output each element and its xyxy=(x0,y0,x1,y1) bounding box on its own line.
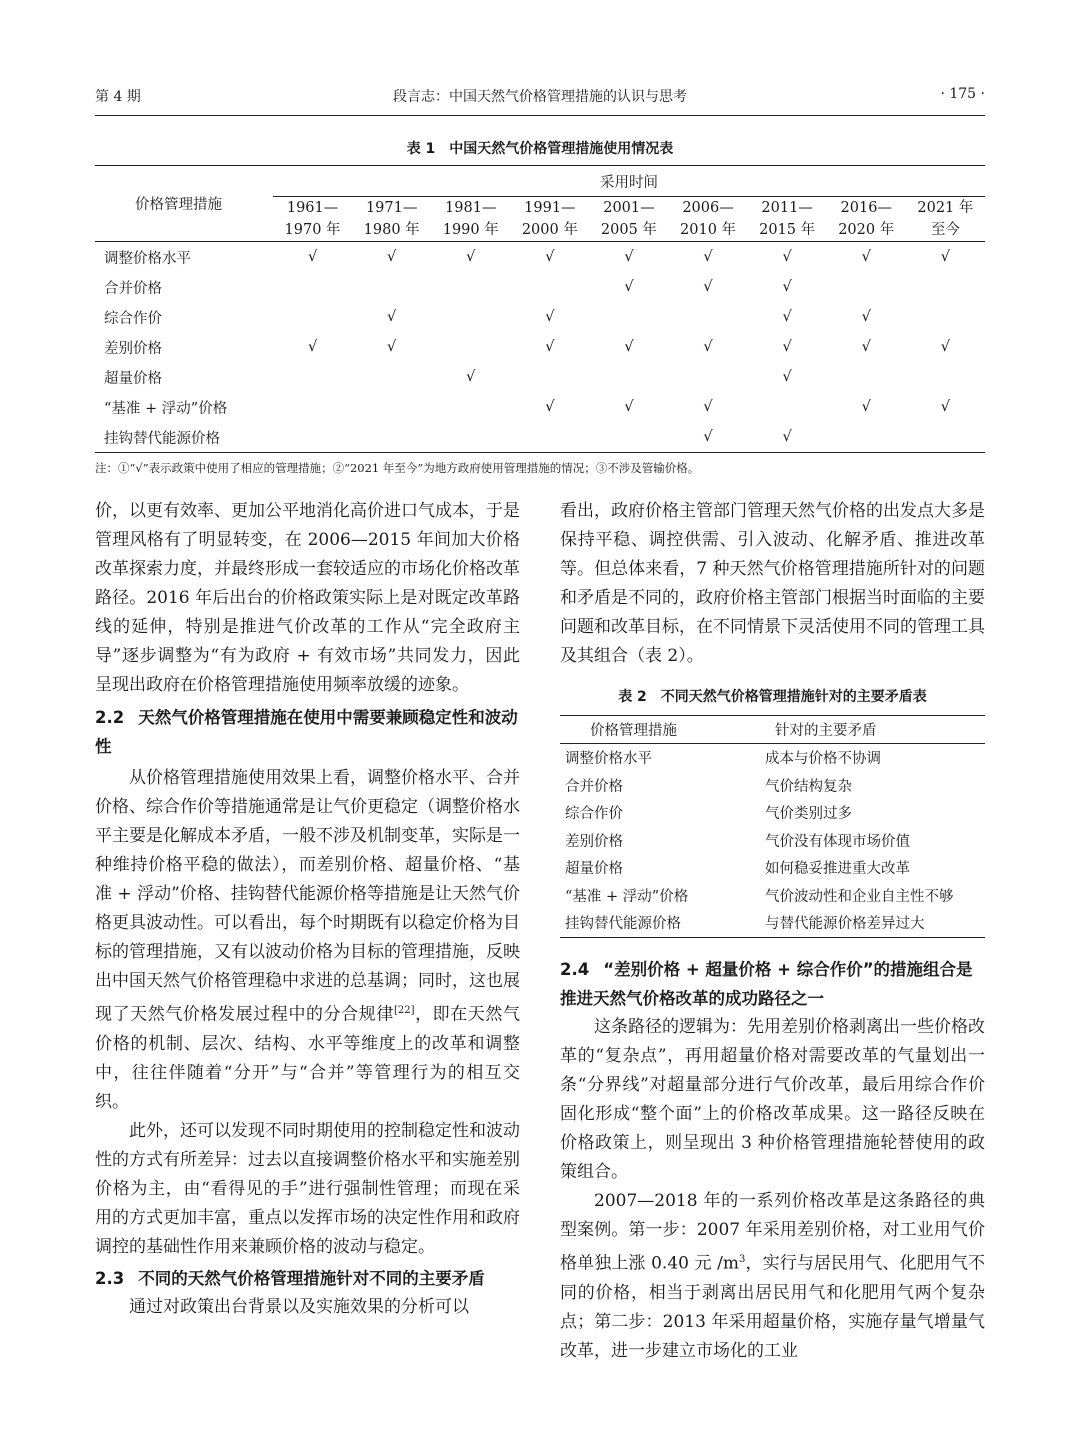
table-row xyxy=(95,422,985,453)
table1-note: 注：①“√”表示政策中使用了相应的管理措施；②“2021 年至今”为地方政府使用管理措施的情况；③不涉及管输价格。 xyxy=(95,461,700,475)
table2-col-measure: 价格管理措施 xyxy=(560,716,725,744)
table-row xyxy=(95,392,985,422)
page-number: · 175 · xyxy=(940,86,985,102)
usage-mark xyxy=(431,422,510,453)
citation: [22] xyxy=(393,1005,415,1016)
measure-name: “基准 + 浮动”价格 xyxy=(104,400,228,417)
usage-mark: √ xyxy=(782,309,792,325)
main-contradiction: 气价波动性和企业自主性不够 xyxy=(765,888,954,905)
table1-period-header: 2006— 2010 年 xyxy=(668,197,747,242)
usage-mark xyxy=(906,272,985,302)
usage-mark: √ xyxy=(273,242,352,273)
table1-period-header: 1961— 1970 年 xyxy=(273,197,352,242)
main-contradiction: 气价结构复杂 xyxy=(765,778,852,795)
table-row xyxy=(95,272,985,302)
table1-period-header: 2021 年 至今 xyxy=(906,197,985,242)
usage-mark xyxy=(273,302,352,332)
usage-mark: √ xyxy=(748,422,827,453)
usage-mark xyxy=(273,392,352,422)
usage-mark: √ xyxy=(589,242,668,273)
header-rule xyxy=(95,115,985,116)
measure-name: 调整价格水平 xyxy=(95,242,273,273)
usage-mark xyxy=(431,392,510,422)
usage-mark: √ xyxy=(352,242,431,273)
usage-mark xyxy=(668,302,747,332)
usage-mark xyxy=(431,302,510,332)
right-column-top xyxy=(560,497,985,671)
measure-name: 挂钩替代能源价格 xyxy=(95,422,273,453)
paragraph: 2007—2018 年的一系列价格改革是这条路径的典型案例。第一步：2007 年采用差别价格，对工业用气价格单独上涨 0.40 元 $/m^3$，实行与居民用气、化肥用气不同的价格，相当于剥离出居民用气和化肥用气两个复杂点；第二步：2013 年采用超量价格，实施存量气增量气改革，进一步建立市场化的工业 xyxy=(560,1191,985,1361)
usage-mark: √ xyxy=(624,339,634,355)
section-heading-2-4: 2.4 “差别价格 + 超量价格 + 综合作价”的措施组合是推进天然气价格改革的成功路径之一 xyxy=(560,960,973,1008)
usage-mark: √ xyxy=(861,309,871,325)
usage-mark: √ xyxy=(307,339,318,355)
table1-caption: 表 1 中国天然气价格管理措施使用情况表 xyxy=(406,141,674,157)
right-column-bottom xyxy=(560,955,985,1366)
usage-mark xyxy=(352,362,431,392)
usage-mark xyxy=(273,272,352,302)
usage-mark xyxy=(668,362,747,392)
usage-mark: √ xyxy=(668,242,747,273)
usage-mark xyxy=(431,332,510,362)
usage-mark: √ xyxy=(748,242,827,273)
measure-name: “基准 + 浮动”价格 xyxy=(565,888,689,905)
measure-name: 综合作价 xyxy=(565,806,623,823)
measure-name: 超量价格 xyxy=(565,861,623,878)
main-contradiction: 成本与价格不协调 xyxy=(765,751,881,768)
paragraph: 价，以更有效率、更加公平地消化高价进口气成本，于是管理风格有了明显转变，在 2006—2015 年间加大价格改革探索力度，并最终形成一套较适应的市场化价格改革路径。2016 年后出台的价格政策实际上是对既定改革路线的延伸，特别是推进气价改革的工作从“完全政府主导”逐步调整为“有为政府 + 有效市场”共同发力，因此呈现出政府在价格管理措施使用频率放缓的迹象。 xyxy=(95,501,520,695)
paragraph: 这条路径的逻辑为：先用差别价格剥离出一些价格改革的“复杂点”，再用超量价格对需要改革的气量划出一条“分界线”对超量部分进行气价改革，最后用综合作价固化形成“整个面”上的价格改革成果。这一路径反映在价格政策上，则呈现出 3 种价格管理措施轮替使用的政策组合。 xyxy=(560,1017,985,1182)
measure-name: 综合作价 xyxy=(104,310,162,327)
table-row xyxy=(560,854,985,882)
section-heading-2-3: 2.3 不同的天然气价格管理措施针对不同的主要矛盾 xyxy=(95,1268,485,1288)
paragraph: 从价格管理措施使用效果上看，调整价格水平、合并价格、综合作价等措施通常是让气价更稳定（调整价格水平主要是化解成本矛盾，一般不涉及机制变革，实际是一种维持价格平稳的做法），而差别价格、超量价格、“基准 + 浮动”价格、挂钩替代能源价格等措施是让天然气价格更具波动性。可以看出，每个时期既有以稳定价格为目标的管理措施，又有以波动价格为目标的管理措施，反映出中国天然气价格管理稳中求进的总基调；同时，这也展现了天然气价格发展过程中的分合规律[22]，即在天然气价格的机制、层次、结构、水平等维度上的改革和调整中，往往伴随着“分开”与“合并”等管理行为的相互交织。 xyxy=(95,768,521,1112)
usage-mark: √ xyxy=(624,279,634,295)
usage-mark xyxy=(827,422,906,453)
main-contradiction: 与替代能源价格差异过大 xyxy=(725,909,985,937)
usage-mark xyxy=(273,362,352,392)
table2-col-contradiction: 针对的主要矛盾 xyxy=(725,716,985,744)
table-row xyxy=(560,799,985,827)
usage-mark: √ xyxy=(703,279,713,295)
usage-mark xyxy=(827,362,906,392)
usage-mark: √ xyxy=(668,422,747,453)
usage-mark xyxy=(352,392,431,422)
usage-mark: √ xyxy=(545,399,555,415)
section-heading-2-2: 2.2 天然气价格管理措施在使用中需要兼顾稳定性和波动性 xyxy=(95,708,518,756)
table-row xyxy=(95,242,985,273)
paragraph: 通过对政策出台背景以及实施效果的分析可以 xyxy=(129,1296,469,1317)
table-row xyxy=(560,772,985,800)
usage-mark: √ xyxy=(703,339,713,355)
table1-period-header: 2016— 2020 年 xyxy=(827,197,906,242)
usage-mark: √ xyxy=(782,369,792,385)
usage-mark xyxy=(510,272,589,302)
paragraph: 此外，还可以发现不同时期使用的控制稳定性和波动性的方式有所差异：过去以直接调整价格水平和实施差别价格为主，由“看得见的手”进行强制性管理；而现在采用的方式更加丰富，重点以发挥市场的决定性作用和政府调控的基础性作用来兼顾价格的波动与稳定。 xyxy=(95,1120,520,1257)
usage-mark xyxy=(352,422,431,453)
table1-period-header: 2011— 2015 年 xyxy=(748,197,827,242)
usage-mark: √ xyxy=(387,339,397,355)
usage-mark: √ xyxy=(624,399,634,415)
left-column xyxy=(95,497,520,1322)
paragraph: 看出，政府价格主管部门管理天然气价格的出发点大多是保持平稳、调控供需、引入波动、化解矛盾、推进改革等。但总体来看，7 种天然气价格管理措施所针对的问题和矛盾是不同的，政府价格主管部门根据当时面临的主要问题和改革目标，在不同情景下灵活使用不同的管理工具及其组合（表 2）。 xyxy=(560,501,985,666)
table1-period-header: 1991— 2000 年 xyxy=(510,197,589,242)
usage-mark xyxy=(906,362,985,392)
table1-span-header: 采用时间 xyxy=(273,166,985,197)
usage-mark: √ xyxy=(387,309,397,325)
table-row xyxy=(95,362,985,392)
measure-name: 差别价格 xyxy=(104,340,162,357)
measure-name: 挂钩替代能源价格 xyxy=(560,909,725,937)
usage-mark: √ xyxy=(782,339,792,355)
table-row xyxy=(95,332,985,362)
measure-name: 合并价格 xyxy=(565,778,623,795)
usage-mark: √ xyxy=(510,242,589,273)
usage-mark: √ xyxy=(703,399,713,415)
running-title: 段言志：中国天然气价格管理措施的认识与思考 xyxy=(393,89,687,105)
usage-mark xyxy=(589,422,668,453)
usage-mark: √ xyxy=(466,369,476,385)
table-row xyxy=(560,744,985,772)
usage-mark: √ xyxy=(861,339,871,355)
usage-mark xyxy=(827,272,906,302)
usage-mark: √ xyxy=(545,339,555,355)
measure-name: 差别价格 xyxy=(565,833,623,850)
main-contradiction: 气价类别过多 xyxy=(765,806,852,823)
usage-mark: √ xyxy=(940,399,950,415)
usage-mark: √ xyxy=(940,339,950,355)
usage-mark: √ xyxy=(827,242,906,273)
usage-mark xyxy=(273,422,352,453)
table1-period-header: 1981— 1990 年 xyxy=(431,197,510,242)
usage-mark xyxy=(906,422,985,453)
usage-mark xyxy=(589,302,668,332)
measure-name: 调整价格水平 xyxy=(565,751,652,768)
usage-mark: √ xyxy=(782,279,792,295)
main-contradiction: 如何稳妥推进重大改革 xyxy=(765,861,910,878)
table-row xyxy=(560,909,985,937)
table1-row-header: 价格管理措施 xyxy=(95,166,273,242)
usage-mark xyxy=(589,362,668,392)
usage-mark xyxy=(510,422,589,453)
table1-period-header: 1971— 1980 年 xyxy=(352,197,431,242)
table-row xyxy=(95,302,985,332)
measure-name: 超量价格 xyxy=(104,370,162,387)
usage-mark xyxy=(352,272,431,302)
measure-name: 合并价格 xyxy=(104,280,162,297)
usage-mark xyxy=(906,302,985,332)
usage-mark: √ xyxy=(861,399,871,415)
table-row xyxy=(560,882,985,910)
usage-mark: √ xyxy=(545,309,555,325)
table1-period-header: 2001— 2005 年 xyxy=(589,197,668,242)
main-contradiction: 气价没有体现市场价值 xyxy=(765,833,910,850)
usage-mark: √ xyxy=(906,242,985,273)
usage-mark: √ xyxy=(431,242,510,273)
issue-number: 第 4 期 xyxy=(95,89,141,105)
table1 xyxy=(95,165,985,453)
table2-caption: 表 2 不同天然气价格管理措施针对的主要矛盾表 xyxy=(618,689,927,705)
usage-mark xyxy=(431,272,510,302)
table2 xyxy=(560,715,985,938)
table-row xyxy=(560,827,985,855)
usage-mark xyxy=(748,392,827,422)
usage-mark xyxy=(510,362,589,392)
